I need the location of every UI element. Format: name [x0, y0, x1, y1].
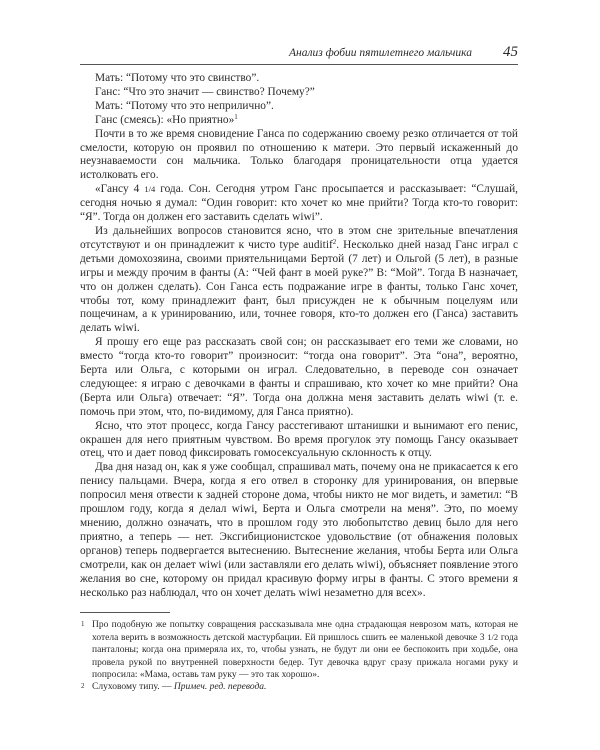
paragraph-text: . Несколько дней назад Ганс играл с детьми домохозяина, своими приятельницами Бертой (7 лет) и Ольгой (5 лет), в разные игры и между прочим в фанты (А: “Чей фант в моей руке?” В: “Мой”. Тогда В назначает, что он должен сделать). Сон Ганса есть подражание игре в фанты, только Ганс хочет, чтобы тот, кому принадлежит фант, был присужден не к обычным поцелуям или пощечинам, а к уринированию, или, точнее говоря, кто-то должен его (Ганса) заставить делать wiwi. [80, 238, 519, 335]
footnote-1: 1 Про подобную же попытку совращения рассказывала мне одна страдающая неврозом мать, которая не хотела верить в возможность детской мастурбации. Ей пришлось сшить ее маленькой девочке 3 1/2 года панталоны; когда она примеряла их, то, чтобы узнать, не будут ли они ее беспокоить при ходьбе, она провела рукой по внутренней поверхности бедер. Тут девочка вдруг сразу прижала ногами руку и попросила: «Мама, оставь там руку — это так хорошо». [81, 620, 519, 680]
running-head [80, 45, 518, 65]
dialogue-text: Ганс (смеясь): «Но приятно» [95, 113, 235, 126]
footnotes [80, 619, 518, 693]
dialogue-line: Ганс: “Что это значит — свинство? Почему?” [95, 85, 315, 98]
running-title: Анализ фобии пятилетнего мальчика [289, 47, 472, 59]
paragraph-text: Из дальнейших вопросов становится ясно, что в этом сне зрительные впечатления отсутствуют и он принадлежит к чисто type auditif [80, 224, 518, 251]
header-rule [80, 64, 518, 65]
footnote-marker: 1 [81, 620, 85, 628]
dialogue-line [80, 114, 518, 128]
footnote-rule [80, 612, 170, 613]
paragraph-text: «Гансу 4 [95, 183, 140, 196]
footnote-ref-2[interactable]: 2 [332, 237, 337, 246]
paragraph [80, 225, 518, 336]
footnote-ref-1[interactable]: 1 [234, 112, 238, 121]
age-fraction: 1/4 [144, 184, 156, 195]
page-number: 45 [503, 44, 518, 60]
paragraph: Я прошу его еще раз рассказать свой сон; он рассказывает его теми же словами, но вместо “тогда кто-то говорит” произносит: “тогда она говорит”. Эта “она”, вероятно, Берта или Ольга, с которыми он играл. Следовательно, в переводе сон означает следующее: я играю с девочками в фанты и спрашиваю, кто хочет ко мне прийти? Она (Берта или Ольга) отвечает: “Я”. Тогда она должна меня заставить делать wiwi (т. е. помочь при этом, что, по-видимому, для Ганса приятно). [80, 336, 518, 418]
paragraph: Почти в то же время сновидение Ганса по содержанию своему резко отличается от той смелости, которую он проявил по отношению к матери. Это первый искаженный до неузнаваемости сон мальчика. Только благодаря проницательности отца удается истолковать его. [80, 127, 518, 182]
paragraph: Два дня назад он, как я уже сообщал, спрашивал мать, почему она не прикасается к его пенису пальцами. Вчера, когда я его отвел в сторонку для уринирования, он впервые попросил меня отвести к задней стороне дома, чтобы никто не мог видеть, и заметил: “В прошлом году, когда я делал wiwi, Берта и Ольга смотрели на меня”. Это, по моему мнению, должно означать, что в прошлом году это любопытство девиц было для него приятно, а теперь — нет. Эксгибиционистское удовольствие (от обнажения половых органов) теперь подвергается вытеснению. Вытеснение желания, чтобы Берта или Ольга смотрели, как он делает wiwi (или заставляли его делать wiwi), объясняет появление этого желания во сне, которому он придал красивую форму игры в фанты. С этого времени я несколько раз наблюдал, что он хочет делать wiwi незаметно для всех». [80, 461, 518, 599]
dialogue-line: Мать: “Потому что это свинство”. [95, 72, 260, 84]
main-text [80, 72, 518, 600]
footnote-marker: 2 [81, 682, 85, 691]
paragraph-text: года. Сон. Сегодня утром Ганс просыпается и рассказывает: “Слушай, сегодня ночью я думал: “Один говорит: кто хочет ко мне прийти? Тогда кто-то говорит: “Я”. Тогда он должен его заставить сделать wiwi”. [80, 183, 518, 224]
footnote-2: 2 Слуховому типу. — Примеч. ред. перевода. [81, 682, 267, 693]
age-fraction: 1/2 [487, 632, 499, 643]
dialogue-line: Мать: “Потому что это неприлично”. [95, 99, 274, 112]
paragraph [80, 183, 518, 225]
paragraph: Ясно, что этот процесс, когда Гансу расстегивают штанишки и вынимают его пенис, окрашен для него приятным чувством. Во время прогулок эту помощь Гансу оказывает отец, что и дает повод фиксировать гомосексуальную склонность к отцу. [80, 419, 518, 460]
